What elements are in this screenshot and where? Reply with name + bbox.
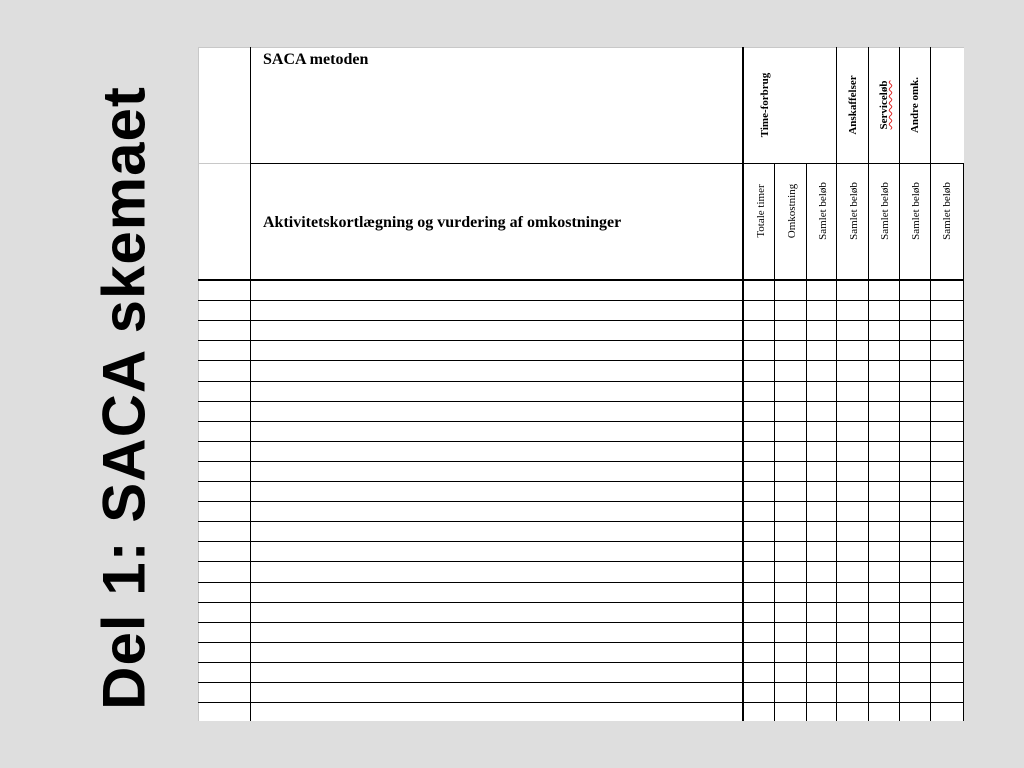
header-service: Serviceløb bbox=[878, 80, 890, 130]
grid-line bbox=[198, 521, 964, 522]
grid-line bbox=[198, 340, 964, 341]
grid-line bbox=[198, 702, 964, 703]
saca-form bbox=[198, 47, 964, 721]
grid-line bbox=[198, 300, 964, 301]
grid-line bbox=[198, 561, 964, 562]
subheader-total-amount: Samlet beløb bbox=[910, 182, 922, 240]
grid-line bbox=[250, 47, 251, 721]
grid-line bbox=[868, 47, 869, 721]
grid-line bbox=[198, 47, 199, 721]
subheader-total-amount: Samlet beløb bbox=[848, 182, 860, 240]
grid-line bbox=[836, 47, 837, 721]
method-label: SACA metoden bbox=[263, 51, 369, 68]
grid-line bbox=[198, 501, 964, 502]
grid-line bbox=[198, 279, 964, 281]
grid-line bbox=[198, 320, 964, 321]
grid-line bbox=[198, 602, 964, 603]
grid-line bbox=[899, 47, 900, 721]
grid-line bbox=[198, 541, 964, 542]
grid-line bbox=[250, 163, 964, 164]
header-other-costs: Andre omk. bbox=[909, 76, 921, 134]
grid-line bbox=[963, 163, 964, 721]
grid-line bbox=[806, 163, 807, 721]
subheader-total-hours: Totale timer bbox=[755, 184, 767, 238]
grid-line bbox=[774, 163, 775, 721]
grid-line bbox=[198, 481, 964, 482]
grid-line bbox=[198, 441, 964, 442]
grid-line bbox=[198, 622, 964, 623]
grid-line bbox=[198, 163, 250, 164]
grid-line bbox=[742, 47, 744, 721]
activity-label: Aktivitetskortlægning og vurdering af omkostninger bbox=[263, 214, 622, 231]
slide-title: Del 1: SACA skemaet bbox=[90, 86, 158, 710]
subheader-cost: Omkostning bbox=[786, 183, 798, 239]
grid-line bbox=[198, 461, 964, 462]
header-acquisitions: Anskaffelser bbox=[847, 75, 859, 135]
header-time-usage: Time-forbrug bbox=[759, 72, 771, 138]
subheader-total-amount: Samlet beløb bbox=[879, 182, 891, 240]
subheader-total-amount: Samlet beløb bbox=[817, 182, 829, 240]
grid-line bbox=[198, 421, 964, 422]
grid-line bbox=[198, 682, 964, 683]
grid-line bbox=[198, 360, 964, 361]
grid-line bbox=[930, 47, 931, 721]
grid-line bbox=[198, 642, 964, 643]
grid-line bbox=[198, 582, 964, 583]
grid-line bbox=[198, 662, 964, 663]
grid-line bbox=[198, 381, 964, 382]
subheader-total-amount: Samlet beløb bbox=[941, 182, 953, 240]
grid-line bbox=[198, 401, 964, 402]
